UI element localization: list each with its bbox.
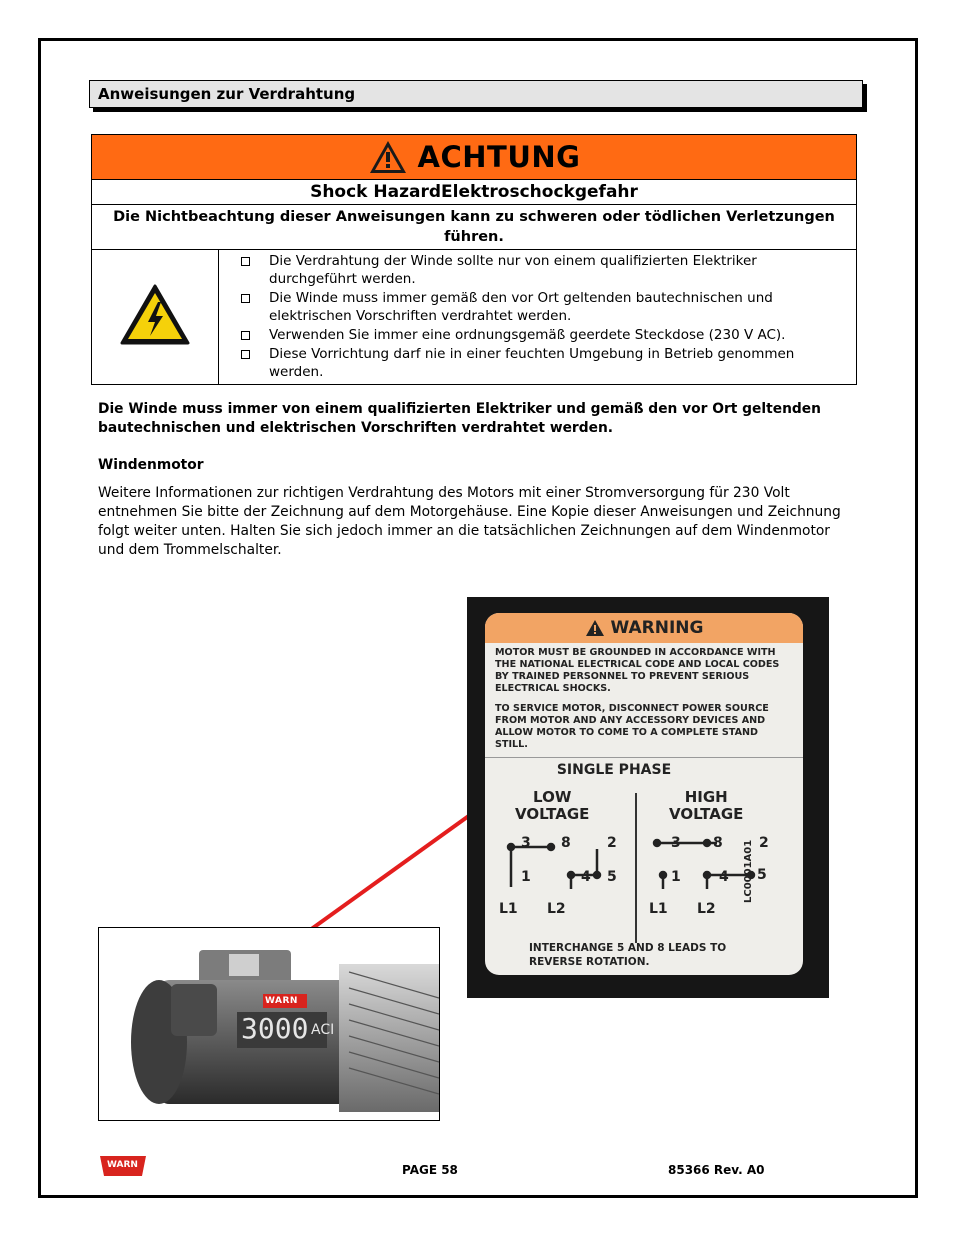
- warn-logo-text: WARN: [107, 1160, 138, 1170]
- hazard-title: Shock HazardElektroschockgefahr: [92, 180, 857, 205]
- terminal-5: 5: [607, 869, 617, 885]
- terminal-1: 1: [671, 869, 681, 885]
- motor-model-suffix: ACI: [311, 1022, 335, 1038]
- terminal-5: 5: [757, 867, 767, 883]
- label-text-service: TO SERVICE MOTOR, DISCONNECT POWER SOURCE FROM MOTOR AND ANY ACCESSORY DEVICES AND ALLOW MOTOR TO COME TO A COMPLETE STAND STILL.: [495, 703, 769, 750]
- page-number: PAGE 58: [402, 1163, 458, 1177]
- motor-label-photo: [467, 597, 829, 998]
- terminal-3: 3: [521, 835, 531, 851]
- document-revision: 85366 Rev. A0: [668, 1163, 765, 1177]
- list-item: Diese Vorrichtung darf nie in einer feuchten Umgebung in Betrieb genommen werden.: [269, 345, 844, 381]
- line-l2: L2: [547, 901, 566, 917]
- motor-label: [485, 613, 803, 975]
- wiring-diagram: [485, 823, 803, 933]
- terminal-4: 4: [581, 869, 591, 885]
- terminal-2: 2: [759, 835, 769, 851]
- winch-motor-photo: [98, 927, 440, 1121]
- body-text: Weitere Informationen zur richtigen Verdrahtung des Motors mit einer Stromversorgung für 230 Volt entnehmen Sie bitte der Zeichnung auf dem Motorgehäuse. Eine Kopie dieser Anweisungen und Zeichnung folgt weiter unten. Halten Sie sich jedoch immer an die tatsächlichen Zeichnungen auf dem Windenmotor und dem Trommelschalter.: [98, 485, 841, 558]
- subheading: Windenmotor: [98, 457, 204, 473]
- warning-triangle-icon: [585, 619, 605, 637]
- hazard-consequence: Die Nichtbeachtung dieser Anweisungen kann zu schweren oder tödlichen Verletzungen führen.: [92, 205, 857, 250]
- list-item: Verwenden Sie immer eine ordnungsgemäß geerdete Steckdose (230 V AC).: [269, 326, 844, 344]
- label-warning-band: [485, 613, 803, 643]
- terminal-2: 2: [607, 835, 617, 851]
- label-voltage: VOLTAGE: [515, 805, 590, 823]
- label-voltage: VOLTAGE: [669, 805, 744, 823]
- motor-model: 3000: [241, 1012, 309, 1045]
- list-item: Die Verdrahtung der Winde sollte nur von einem qualifizierten Elektriker durchgeführt werden.: [269, 252, 844, 288]
- line-l1: L1: [649, 901, 668, 917]
- terminal-8: 8: [561, 835, 571, 851]
- list-item: Die Winde muss immer gemäß den vor Ort geltenden bautechnischen und elektrischen Vorschriften verdrahtet werden.: [269, 289, 844, 325]
- label-phase: SINGLE PHASE: [556, 762, 672, 778]
- terminal-1: 1: [521, 869, 531, 885]
- label-header: WARNING: [610, 618, 704, 638]
- section-title: Anweisungen zur Verdrahtung: [98, 85, 356, 103]
- terminal-8: 8: [713, 835, 723, 851]
- motor-brand: WARN: [265, 996, 298, 1006]
- label-high: HIGH: [684, 788, 728, 806]
- label-part-code: LC0001A01: [743, 839, 754, 903]
- line-l1: L1: [499, 901, 518, 917]
- terminal-3: 3: [671, 835, 681, 851]
- wiring-notice: Die Winde muss immer von einem qualifizierten Elektriker und gemäß den vor Ort geltenden bautechnischen und elektrischen Vorschriften verdrahtet werden.: [98, 401, 821, 436]
- signal-word: ACHTUNG: [417, 140, 581, 174]
- line-l2: L2: [697, 901, 716, 917]
- label-footer: INTERCHANGE 5 AND 8 LEADS TO REVERSE ROTATION.: [529, 942, 727, 968]
- label-low: LOW: [533, 788, 572, 806]
- terminal-4: 4: [719, 869, 729, 885]
- label-text-ground: MOTOR MUST BE GROUNDED IN ACCORDANCE WITH THE NATIONAL ELECTRICAL CODE AND LOCAL CODES BY TRAINED PERSONNEL TO PREVENT SERIOUS ELECTRICAL SHOCKS.: [495, 647, 780, 694]
- warn-logo: [98, 1154, 148, 1182]
